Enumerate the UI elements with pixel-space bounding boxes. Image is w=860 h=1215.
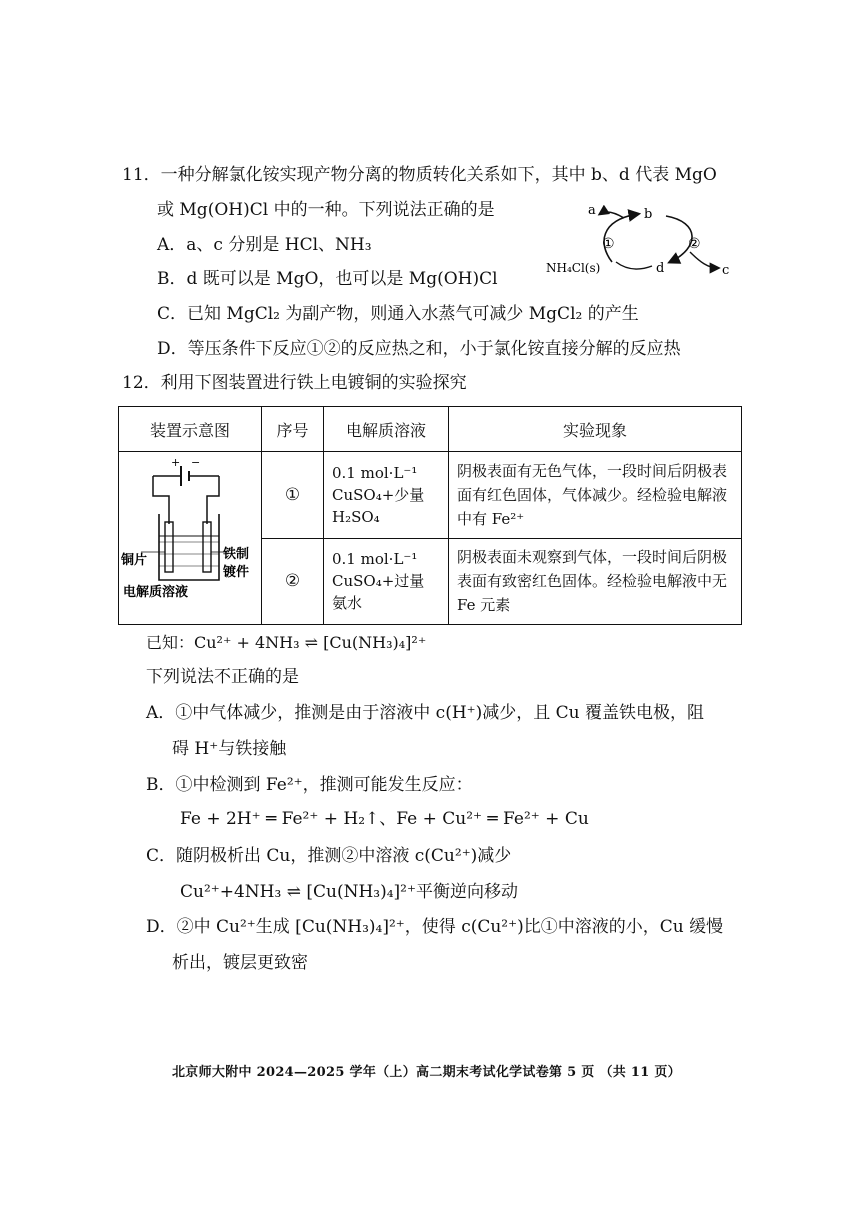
q12-option-d-line2: 析出，镀层更致密 [172,953,308,973]
q12-option-a-line2: 碍 H⁺与铁接触 [172,739,287,759]
row2-sol-line1: 0.1 mol·L⁻¹ [332,550,418,569]
q11-option-a: A．a、c 分别是 HCl、NH₃ [157,235,372,255]
row2-number: ② [262,538,324,625]
row2-sol-line2: CuSO₄+过量 [332,572,425,591]
label-iron-1: 铁制 [223,547,250,562]
apparatus-cell [119,452,262,625]
q12-ask: 下列说法不正确的是 [146,667,299,687]
label-copper: 铜片 [121,553,148,568]
label-r1: ① [602,236,615,252]
row1-solution [324,452,449,539]
header-solution: 电解质溶液 [324,407,449,452]
to-c-arrow [690,252,718,268]
label-start: NH₄Cl(s) [546,261,601,275]
label-c: c [722,263,730,278]
q12-option-c-line1: C．随阴极析出 Cu，推测②中溶液 c(Cu²⁺)减少 [146,846,512,866]
q11-option-d: D．等压条件下反应①②的反应热之和，小于氯化铵直接分解的反应热 [157,339,681,359]
label-electrolyte: 电解质溶液 [123,585,189,600]
q12-option-b-line1: B．①中检测到 Fe²⁺，推测可能发生反应： [146,775,473,795]
q11-cycle-diagram [540,192,740,284]
q12-known: 已知：Cu²⁺ + 4NH₃ ⇌ [Cu(NH₃)₄]²⁺ [146,633,427,652]
q12-option-a-line1: A．①中气体减少，推测是由于溶液中 c(H⁺)减少，且 Cu 覆盖铁电极，阻 [146,703,705,723]
electroplating-apparatus [119,452,261,620]
label-d: d [656,261,665,276]
label-r2: ② [688,236,701,252]
d-return-arc [616,262,652,269]
header-observation: 实验现象 [449,407,742,452]
q11-stem-line1: 11．一种分解氯化铵实现产物分离的物质转化关系如下，其中 b、d 代表 MgO [122,165,717,185]
label-iron-2: 镀件 [223,565,250,580]
label-b: b [644,207,653,222]
row1-sol-line2: CuSO₄+少量 [332,485,425,504]
row2-observation: 阴极表面未观察到气体，一段时间后阴极表面有致密红色固体。经检验电解液中无 Fe 元素 [449,538,742,625]
row1-number: ① [262,452,324,539]
header-apparatus: 装置示意图 [119,407,262,452]
q11-option-c: C．已知 MgCl₂ 为副产物，则通入水蒸气可减少 MgCl₂ 的产生 [157,304,639,324]
row1-sol-line1: 0.1 mol·L⁻¹ [332,463,418,482]
row1-sol-line3: H₂SO₄ [332,507,380,526]
plus-sign: + [171,456,181,469]
q12-stem: 12．利用下图装置进行铁上电镀铜的实验探究 [122,373,467,393]
row2-sol-line3: 氨水 [332,594,363,613]
q11-stem-line2: 或 Mg(OH)Cl 中的一种。下列说法正确的是 [157,200,495,220]
table-row [119,452,742,539]
to-a-arrow [600,212,624,218]
table-header-row [119,407,742,452]
q11-option-b: B．d 既可以是 MgO，也可以是 Mg(OH)Cl [157,269,498,289]
page-footer: 北京师大附中 2024—2025 学年（上）高二期末考试化学试卷第 5 页 （共 11 页） [172,1065,681,1080]
q12-option-b-line2: Fe + 2H⁺ ═ Fe²⁺ + H₂↑、Fe + Cu²⁺ ═ Fe²⁺ + Cu [180,809,589,829]
experiment-table [118,406,742,625]
q12-option-c-line2: Cu²⁺+4NH₃ ⇌ [Cu(NH₃)₄]²⁺平衡逆向移动 [180,882,518,902]
header-number: 序号 [262,407,324,452]
label-a: a [588,203,596,218]
minus-sign: − [191,456,201,469]
row1-observation: 阴极表面有无色气体，一段时间后阴极表面有红色固体，气体减少。经检验电解液中有 Fe²⁺ [449,452,742,539]
row2-solution [324,538,449,625]
q12-option-d-line1: D．②中 Cu²⁺生成 [Cu(NH₃)₄]²⁺，使得 c(Cu²⁺)比①中溶液的小，Cu 缓慢 [146,917,724,937]
